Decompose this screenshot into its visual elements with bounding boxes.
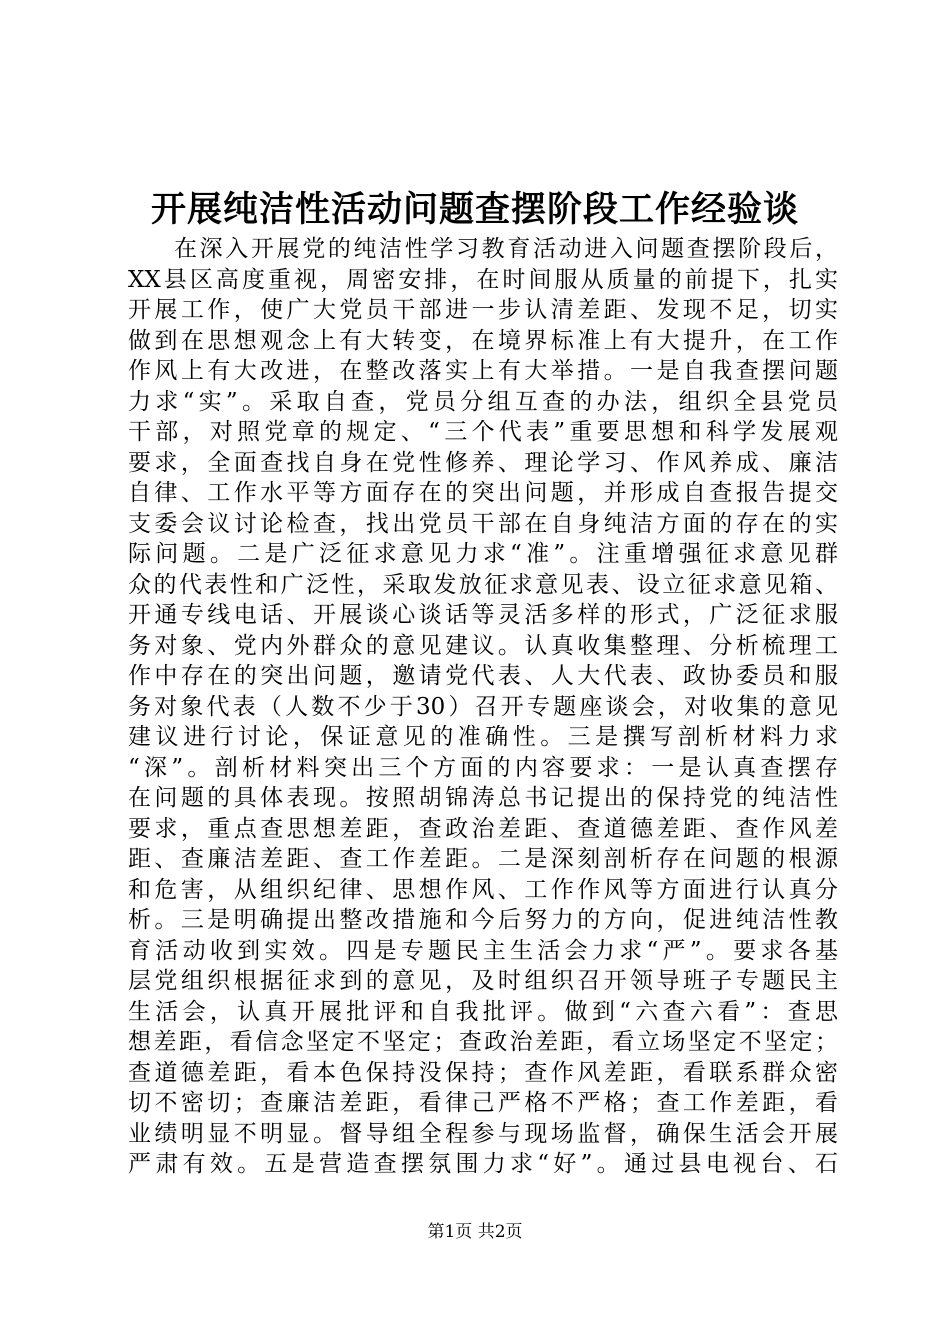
text-line: 在深入开展党的纯洁性学习教育活动进入问题查摆阶段后， xyxy=(174,236,838,262)
text-line: 严肃有效。五是营造查摆氛围力求“好”。通过县电视台、石 xyxy=(128,1151,838,1177)
text-line: 做到在思想观念上有大转变，在境界标准上有大提升，在工作 xyxy=(128,327,838,354)
text-line: 务对象代表（人数不少于30）召开专题座谈会，对收集的意见 xyxy=(128,693,838,720)
text-line: 众的代表性和广泛性，采取发放征求意见表、设立征求意见箱、 xyxy=(128,571,838,598)
document-body xyxy=(128,234,838,1180)
text-line: 作风上有大改进，在整改落实上有大举措。一是自我查摆问题 xyxy=(128,358,838,384)
text-line: 育活动收到实效。四是专题民主生活会力求“严”。要求各基 xyxy=(128,937,838,964)
text-line: 距、查廉洁差距、查工作差距。二是深刻剖析存在问题的根源 xyxy=(128,846,838,872)
text-line: 生活会，认真开展批评和自我批评。做到“六查六看”：查思 xyxy=(128,998,838,1025)
text-line: 层党组织根据征求到的意见，及时组织召开领导班子专题民主 xyxy=(128,968,838,994)
text-line: 查道德差距，看本色保持没保持；查作风差距，看联系群众密 xyxy=(128,1059,838,1086)
text-line: 际问题。二是广泛征求意见力求“准”。注重增强征求意见群 xyxy=(128,541,838,567)
page-footer: 第1页 共2页 xyxy=(427,1222,523,1242)
text-line: 力求“实”。采取自查，党员分组互查的办法，组织全县党员 xyxy=(128,388,838,415)
text-line: 析。三是明确提出整改措施和今后努力的方向，促进纯洁性教 xyxy=(128,907,838,933)
text-line: 开通专线电话、开展谈心谈话等灵活多样的形式，广泛征求服 xyxy=(128,602,838,628)
text-line: 作中存在的突出问题，邀请党代表、人大代表、政协委员和服 xyxy=(128,663,838,689)
text-line: “深”。剖析材料突出三个方面的内容要求：一是认真查摆存 xyxy=(128,754,838,781)
text-line: 建议进行讨论，保证意见的准确性。三是撰写剖析材料力求 xyxy=(128,724,838,750)
text-line: 自律、工作水平等方面存在的突出问题，并形成自查报告提交 xyxy=(128,480,838,506)
text-line: XX县区高度重视，周密安排，在时间服从质量的前提下，扎实 xyxy=(128,266,838,293)
text-line: 切不密切；查廉洁差距，看律己严格不严格；查工作差距，看 xyxy=(128,1090,838,1116)
text-line: 要求，全面查找自身在党性修养、理论学习、作风养成、廉洁 xyxy=(128,449,838,476)
text-line: 务对象、党内外群众的意见建议。认真收集整理、分析梳理工 xyxy=(128,632,838,659)
text-line: 在问题的具体表现。按照胡锦涛总书记提出的保持党的纯洁性 xyxy=(128,785,838,811)
document-title: 开展纯洁性活动问题查摆阶段工作经验谈 xyxy=(150,189,799,230)
text-line: 和危害，从组织纪律、思想作风、工作作风等方面进行认真分 xyxy=(128,876,838,903)
text-line: 要求，重点查思想差距，查政治差距、查道德差距、查作风差 xyxy=(128,815,838,842)
text-line: 支委会议讨论检查，找出党员干部在自身纯洁方面的存在的实 xyxy=(128,510,838,537)
text-line: 干部，对照党章的规定、“三个代表”重要思想和科学发展观 xyxy=(128,419,838,445)
text-line: 想差距，看信念坚定不坚定；查政治差距，看立场坚定不坚定； xyxy=(128,1029,838,1055)
text-line: 业绩明显不明显。督导组全程参与现场监督，确保生活会开展 xyxy=(128,1120,838,1147)
text-line: 开展工作，使广大党员干部进一步认清差距、发现不足，切实 xyxy=(128,297,838,323)
